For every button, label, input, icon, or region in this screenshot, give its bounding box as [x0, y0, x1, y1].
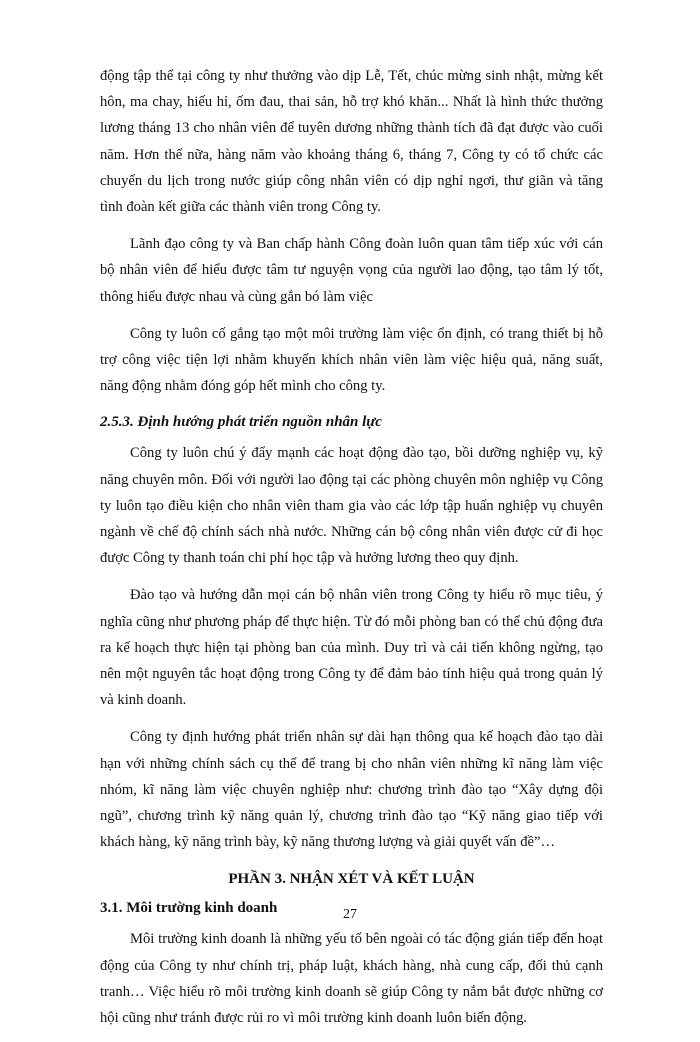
paragraph: Công ty luôn chú ý đẩy mạnh các hoạt động đào tạo, bồi dưỡng nghiệp vụ, kỹ năng chuyên môn. Đối với người lao động tại các phòng chuyên môn nghiệp vụ Công ty luôn tạo điều kiện cho nhân viên tham gia vào các lớp tập huấn nghiệp vụ chuyên ngành về chế độ chính sách nhà nước. Những cán bộ công nhân viên được cử đi học được Công ty thanh toán chi phí học tập và hưởng lương theo quy định.	[100, 445, 603, 567]
paragraph: động tập thể tại công ty như thưởng vào dịp Lễ, Tết, chúc mừng sinh nhật, mừng kết hôn, ma chay, hiếu hỉ, ốm đau, thai sản, hỗ trợ khó khăn... Nhất là hình thức thưởng lương tháng 13 cho nhân viên để tuyên dương những thành tích đã đạt được vào cuối năm. Hơn thế nữa, hàng năm vào khoảng tháng 6, tháng 7, Công ty có tổ chức các chuyến du lịch trong nước giúp công nhân viên có dịp nghỉ ngơi, thư giãn và tăng tình đoàn kết giữa các thành viên trong Công ty.	[100, 68, 603, 216]
section-heading-2-5-3: 2.5.3. Định hướng phát triển nguồn nhân lực	[100, 414, 382, 431]
page-number: 27	[343, 907, 357, 922]
paragraph: Công ty luôn cố gắng tạo một môi trường làm việc ổn định, có trang thiết bị hỗ trợ công việc tiện lợi nhằm khuyến khích nhân viên làm việc hiệu quả, năng suất, năng động nhằm đóng góp hết mình cho công ty.	[100, 325, 603, 395]
paragraph: Công ty định hướng phát triển nhân sự dài hạn thông qua kế hoạch đào tạo dài hạn với những chính sách cụ thể để trang bị cho nhân viên những kĩ năng làm việc nhóm, kĩ năng làm việc chuyên nghiệp như: chương trình đào tạo “Xây dựng đội ngũ”, chương trình kỹ năng quản lý, chương trình đào tạo “Kỹ năng giao tiếp với khách hàng, kỹ năng trình bày, kỹ năng thương lượng và giải quyết vấn đề”…	[100, 729, 603, 851]
paragraph: Đào tạo và hướng dẫn mọi cán bộ nhân viên trong Công ty hiểu rõ mục tiêu, ý nghĩa cũng như phương pháp để thực hiện. Từ đó mỗi phòng ban có thể chủ động đưa ra kế hoạch thực hiện tại phòng ban của mình. Duy trì và cải tiến không ngừng, tạo nên một nguyên tắc hoạt động trong Công ty để đảm bảo tính hiệu quả trong quản lý và kinh doanh.	[100, 587, 603, 709]
section-heading-3-1: 3.1. Môi trường kinh doanh	[100, 900, 278, 917]
paragraph: Lãnh đạo công ty và Ban chấp hành Công đoàn luôn quan tâm tiếp xúc với cán bộ nhân viên để hiểu được tâm tư nguyện vọng của người lao động, tạo tâm lý tốt, thông hiểu được nhau và cùng gắn bó làm việc	[100, 236, 603, 305]
page-content	[100, 63, 603, 1042]
part-3-title: PHẦN 3. NHẬN XÉT VÀ KẾT LUẬN	[228, 871, 475, 888]
paragraph: Môi trường kinh doanh là những yếu tố bên ngoài có tác động gián tiếp đến hoạt động của Công ty như chính trị, pháp luật, khách hàng, nhà cung cấp, đối thủ cạnh tranh… Việc hiểu rõ môi trường kinh doanh sẽ giúp Công ty nắm bắt được những cơ hội cũng như tránh được rủi ro vì môi trường kinh doanh luôn biến động.	[100, 931, 603, 1027]
